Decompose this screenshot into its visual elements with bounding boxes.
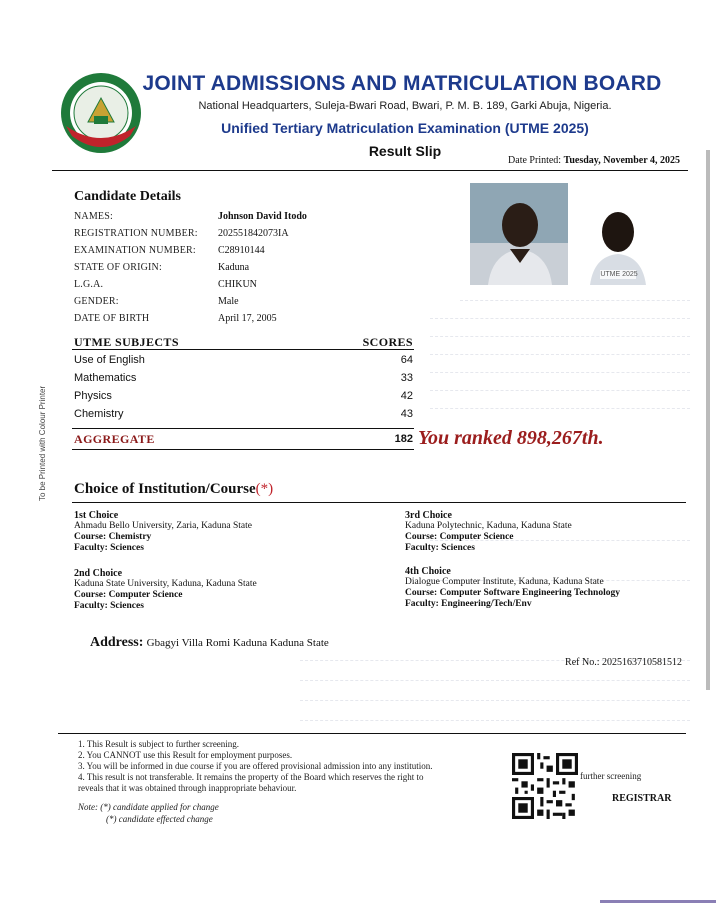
note-line-2: 2. You CANNOT use this Result for employment purposes. — [78, 750, 293, 760]
field-value-state: Kaduna — [218, 262, 250, 273]
note-line-4: 4. This result is not transferable. It remains the property of the Board which reserves the right to — [78, 772, 424, 782]
side-text-label: To be Printed with Colour Printer — [38, 385, 47, 501]
scan-edge — [706, 150, 710, 690]
choice-4-institution: Dialogue Computer Institute, Kaduna, Kaduna State — [405, 577, 604, 587]
board-address: National Headquarters, Suleja-Bwari Road, Bwari, P. M. B. 189, Garki Abuja, Nigeria. — [198, 100, 612, 112]
choice-2-title: 2nd Choice — [74, 568, 123, 579]
candidate-photo — [470, 183, 568, 285]
qr-code — [512, 753, 578, 819]
note-line-4-tail: further screening — [580, 771, 642, 781]
subject-name-chemistry: Chemistry — [74, 408, 124, 420]
choice-4-course: Course: Computer Software Engineering Technology — [405, 588, 620, 598]
notes-divider — [58, 733, 686, 734]
subject-score-physics: 42 — [400, 390, 413, 402]
choice-3-institution: Kaduna Polytechnic, Kaduna, Kaduna State — [405, 521, 572, 531]
field-value-lga: CHIKUN — [218, 279, 257, 290]
registrar-label: REGISTRAR — [612, 793, 672, 804]
aggregate-value: 182 — [394, 433, 413, 445]
note-effected-change: (*) candidate effected change — [106, 814, 213, 824]
candidate-address — [90, 634, 329, 651]
choice-2-course: Course: Computer Science — [74, 590, 183, 600]
field-label-exam-number: EXAMINATION NUMBER: — [74, 245, 196, 256]
subject-score-chemistry: 43 — [400, 408, 413, 420]
subjects-header: UTME SUBJECTS — [74, 335, 179, 349]
note-line-5: reveals that it was obtained through inappropriate behaviour. — [78, 783, 297, 793]
choice-1-faculty: Faculty: Sciences — [74, 543, 144, 553]
date-printed — [440, 155, 680, 166]
reference-number: Ref No.: 2025163710581512 — [565, 657, 682, 668]
note-line-3: 3. You will be informed in due course if you are offered provisional admission into any institution. — [78, 761, 433, 771]
slip-title: Result Slip — [368, 143, 442, 159]
address-value: Gbagyi Villa Romi Kaduna Kaduna State — [146, 637, 329, 649]
rank-text: You ranked 898,267th. — [418, 427, 604, 449]
candidate-heading: Candidate Details — [74, 189, 181, 204]
subject-name-mathematics: Mathematics — [74, 372, 137, 384]
choice-4-title: 4th Choice — [405, 566, 451, 577]
date-value: Tuesday, November 4, 2025 — [563, 155, 680, 166]
subject-name-physics: Physics — [74, 390, 112, 402]
field-label-lga: L.G.A. — [74, 279, 104, 290]
date-label: Date Printed: — [508, 155, 562, 166]
header-divider — [52, 170, 688, 171]
choice-3-title: 3rd Choice — [405, 510, 452, 521]
scores-header: SCORES — [362, 335, 413, 349]
field-label-names: NAMES: — [74, 211, 113, 222]
field-label-state: STATE OF ORIGIN: — [74, 262, 162, 273]
field-value-dob: April 17, 2005 — [218, 313, 277, 324]
choice-heading-text: Choice of Institution/Course — [74, 481, 256, 497]
scan-edge-bottom — [600, 900, 716, 903]
subject-score-mathematics: 33 — [400, 372, 413, 384]
choice-3-faculty: Faculty: Sciences — [405, 543, 475, 553]
aggregate-label: AGGREGATE — [74, 432, 155, 446]
choice-3-course: Course: Computer Science — [405, 532, 514, 542]
photo-caption: UTME 2025 — [600, 271, 638, 278]
field-label-gender: GENDER: — [74, 296, 119, 307]
subject-score-english: 64 — [400, 354, 413, 366]
choice-1-institution: Ahmadu Bello University, Zaria, Kaduna State — [74, 521, 252, 531]
field-value-names: Johnson David Itodo — [218, 211, 307, 222]
note-line-1: 1. This Result is subject to further screening. — [78, 739, 240, 749]
board-title: JOINT ADMISSIONS AND MATRICULATION BOARD — [142, 72, 662, 95]
exam-title: Unified Tertiary Matriculation Examination (UTME 2025) — [221, 120, 589, 136]
choice-2-institution: Kaduna State University, Kaduna, Kaduna State — [74, 579, 257, 589]
choice-4-faculty: Faculty: Engineering/Tech/Env — [405, 599, 532, 609]
field-label-registration: REGISTRATION NUMBER: — [74, 228, 198, 239]
choice-heading — [74, 481, 273, 498]
field-label-dob: DATE OF BIRTH — [74, 313, 150, 324]
choice-heading-mark: (*) — [255, 481, 274, 497]
field-value-registration: 202551842073IA — [218, 228, 289, 239]
field-value-exam-number: C28910144 — [218, 245, 265, 256]
choice-divider — [72, 502, 686, 503]
choice-2-faculty: Faculty: Sciences — [74, 601, 144, 611]
print-instruction-side-text — [36, 373, 48, 503]
note-applied-change: Note: (*) candidate applied for change — [78, 802, 219, 812]
choice-1-title: 1st Choice — [74, 510, 119, 521]
choice-1-course: Course: Chemistry — [74, 532, 152, 542]
field-value-gender: Male — [218, 296, 239, 307]
address-label: Address: — [90, 635, 144, 650]
subject-name-english: Use of English — [74, 354, 145, 366]
